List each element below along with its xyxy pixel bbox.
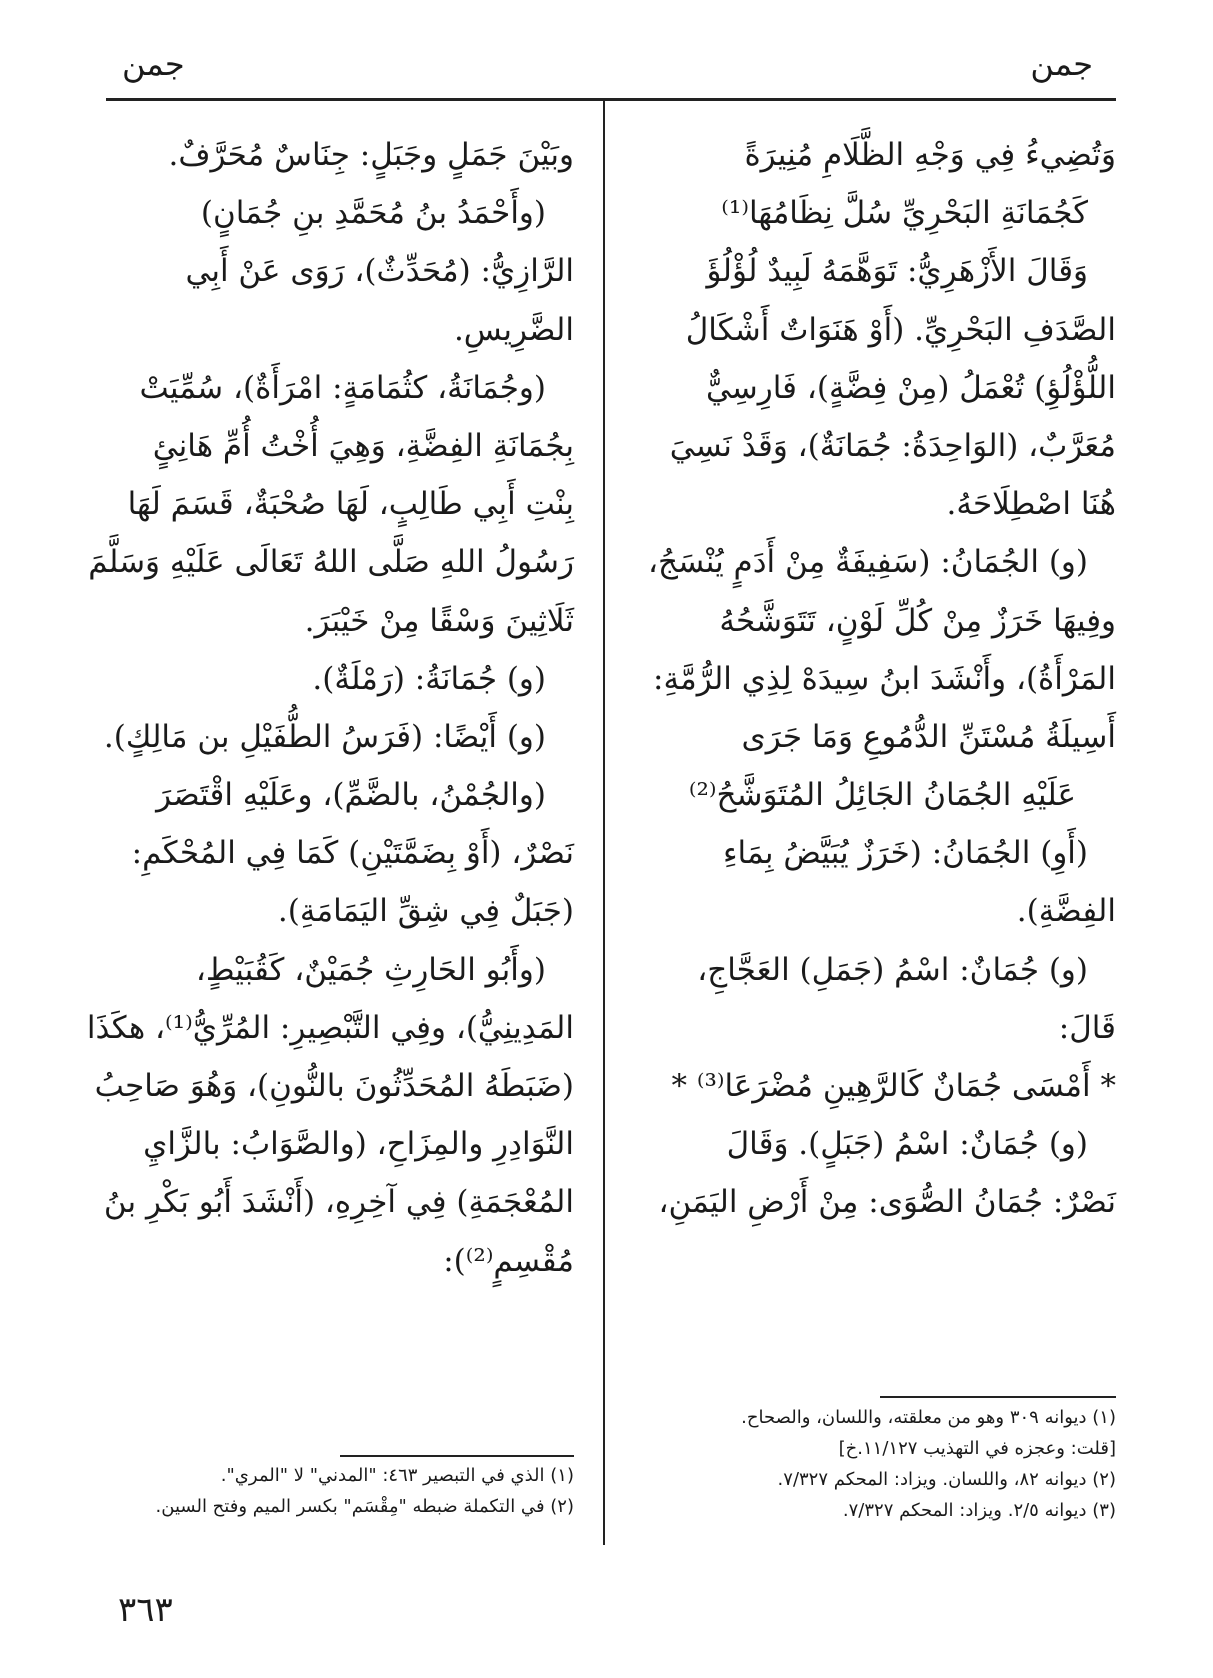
text-line: ثَلَاثِينَ وَسْقًا مِنْ خَيْبَرَ. (304, 602, 574, 639)
text-line: (وجُمَانَةُ، كثُمَامَةٍ: امْرَأَةٌ)، سُمِّيَتْ (139, 369, 546, 406)
column-divider (603, 100, 605, 1545)
right-footnote-rule (880, 1396, 1116, 1398)
header-left-word: جمن (122, 45, 185, 83)
text-line: (وأَحْمَدُ بنُ مُحَمَّدِ بنِ جُمَانٍ) (200, 195, 546, 232)
left-column (86, 126, 574, 1290)
text-line: المَرْأَةُ)، وأَنْشَدَ ابنُ سِيدَهْ لِذِي الرُّمَّةِ: (653, 660, 1116, 697)
verse-line: عَلَيْهِ الجُمَانُ الجَائِلُ المُتَوَشَّحُ⁽²⁾ (688, 777, 1076, 814)
text-line: الصَّدَفِ البَحْرِيِّ. (أَوْ هَنَوَاتٌ أَشْكَالُ (685, 311, 1116, 348)
text-line: اللُّؤْلُؤِ) تُعْمَلُ (مِنْ فِضَّةٍ)، فَارِسِيٌّ (705, 369, 1116, 406)
text-line: الضَّرِيسِ. (453, 311, 574, 348)
right-footnotes (633, 1402, 1116, 1526)
text-line: (و) جُمَانَةُ: (رَمْلَةٌ). (312, 660, 546, 697)
text-line: مُعَرَّبٌ، (الوَاحِدَةُ: جُمَانَةٌ)، وَقَدْ نَسِيَ (669, 427, 1116, 464)
left-footnotes (106, 1460, 574, 1522)
text-line: رَسُولُ اللهِ صَلَّى اللهُ تَعَالَى عَلَيْهِ وَسَلَّمَ (88, 544, 574, 581)
text-line: وبَيْنَ جَمَلٍ وجَبَلٍ: جِنَاسٌ مُحَرَّفٌ. (168, 137, 574, 173)
page-number: ٣٦٣ (118, 1590, 173, 1630)
text-line: نَصْرٌ: جُمَانُ الصُّوَى: مِنْ أَرْضِ اليَمَنِ، (658, 1184, 1116, 1221)
text-line: وَتُضِيءُ فِي وَجْهِ الظَّلَامِ مُنِيرَةً (744, 137, 1116, 173)
text-line: (وأَبُو الحَارِثِ جُمَيْنٌ، كَقُبَيْطٍ، (195, 951, 546, 988)
header-rule (106, 98, 1116, 101)
text-line: (ضَبَطَهُ المُحَدِّثُونَ بالنُّونِ)، وَهُوَ صَاحِبُ (94, 1068, 574, 1104)
footnote: (٢) ديوانه ٨٢، واللسان. ويزاد: المحكم ٧/٣٢٧. (777, 1469, 1116, 1490)
text-line: (جَبَلٌ فِي شِقِّ اليَمَامَةِ). (277, 893, 574, 930)
text-line: (والجُمْنُ، بالضَّمِّ)، وعَلَيْهِ اقْتَصَرَ (156, 777, 546, 814)
text-line: (و) جُمَانٌ: اسْمُ (جَمَلِ) العَجَّاجِ، (697, 951, 1088, 988)
footnote: (١) ديوانه ٣٠٩ وهو من معلقته، واللسان، والصحاح. (741, 1407, 1116, 1428)
text-line: النَّوَادِرِ والمِزَاحِ، (والصَّوَابُ: بالزَّايِ (143, 1126, 574, 1163)
verse-line: أَسِيلَةُ مُسْتَنِّ الدُّمُوعِ وَمَا جَرَى (741, 718, 1116, 755)
text-line: (و) الجُمَانُ: (سَفِيفَةٌ مِنْ أَدَمٍ يُنْسَجُ، (648, 544, 1088, 581)
footnote: (٣) ديوانه ٢/٥. ويزاد: المحكم ٧/٣٢٧. (842, 1500, 1116, 1521)
right-column (633, 126, 1116, 1232)
text-line: (و) جُمَانٌ: اسْمُ (جَبَلٍ). وَقَالَ (726, 1126, 1088, 1163)
text-line: المُعْجَمَةِ) فِي آخِرِهِ، (أَنْشَدَ أَبُو بَكْرِ بنُ (103, 1184, 574, 1221)
text-line: مُقْسِمٍ⁽²⁾): (443, 1242, 574, 1279)
header-right-word: جمن (1030, 45, 1093, 83)
left-footnote-rule (340, 1455, 574, 1457)
text-line: المَدِينِيُّ)، وفِي التَّبْصِيرِ: المُرِّيُّ⁽¹⁾، هكَذَا (86, 1009, 574, 1046)
text-line: بِجُمَانَةِ الفِضَّةِ، وَهِيَ أُخْتُ أُمِّ هَانِئٍ (152, 427, 574, 464)
text-line: نَصْرٌ، (أَوْ بِضَمَّتَيْنِ) كَمَا فِي المُحْكَمِ: (131, 835, 574, 872)
text-line: (أَوِ) الجُمَانُ: (خَرَزٌ يُبَيَّضُ بِمَاءِ (722, 835, 1088, 872)
footnote: [قلت: وعجزه في التهذيب ١١/١٢٧.خ] (838, 1438, 1116, 1459)
footnote: (٢) في التكملة ضبطه "مِقْسَم" بكسر الميم وفتح السين. (155, 1496, 574, 1517)
text-line: (و) أَيْضًا: (فَرَسُ الطُّفَيْلِ بن مَالِكٍ). (103, 718, 546, 755)
verse-line: * أَمْسَى جُمَانٌ كَالرَّهِينِ مُضْرَعَا⁽³⁾ * (671, 1068, 1116, 1104)
text-line: الرَّازِيُّ: (مُحَدِّثٌ)، رَوَى عَنْ أَبِي (185, 253, 574, 290)
text-line: وَقَالَ الأَزْهَرِيُّ: تَوَهَّمَهُ لَبِيدٌ لُؤْلُؤَ (706, 253, 1088, 290)
text-line: كَجُمَانَةِ البَحْرِيِّ سُلَّ نِظَامُهَا⁽¹⁾ (721, 195, 1088, 232)
text-line: قَالَ: (1058, 1009, 1116, 1046)
text-line: وفِيهَا خَرَزٌ مِنْ كُلِّ لَوْنٍ، تَتَوَشَّحُهُ (719, 602, 1116, 639)
text-line: الفِضَّةِ). (1016, 893, 1116, 930)
footnote: (١) الذي في التبصير ٤٦٣: "المدني" لا "المري". (220, 1465, 574, 1486)
text-line: بِنْتِ أَبِي طَالِبٍ، لَهَا صُحْبَةٌ، قَسَمَ لَهَا (127, 486, 574, 523)
text-line: هُنَا اصْطِلَاحَهُ. (946, 486, 1116, 523)
